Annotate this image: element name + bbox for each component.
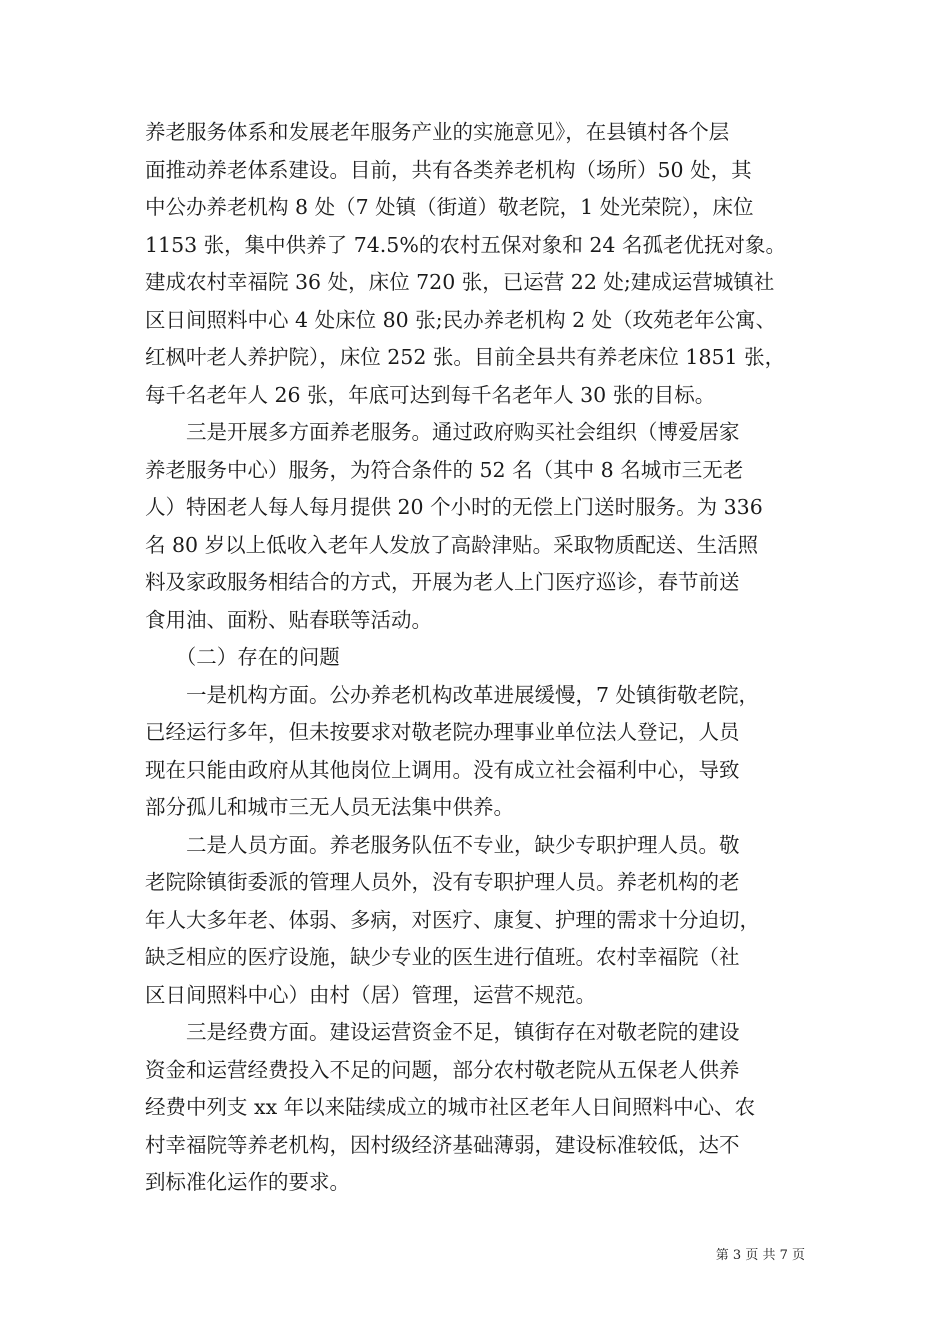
text-line: 料及家政服务相结合的方式，开展为老人上门医疗巡诊，春节前送 [145, 570, 740, 594]
text-line: 部分孤儿和城市三无人员无法集中供养。 [145, 795, 514, 819]
text-line: 名 80 岁以上低收入老年人发放了高龄津贴。采取物质配送、生活照 [145, 532, 759, 557]
text-line: 养老服务中心）服务，为符合条件的 52 名（其中 8 名城市三无老 [145, 457, 744, 482]
body-text [145, 114, 810, 1202]
text-line: 红枫叶老人养护院），床位 252 张。目前全县共有养老床位 1851 张， [145, 345, 786, 369]
text-line: 三是经费方面。建设运营资金不足，镇街存在对敬老院的建设 [145, 1020, 740, 1044]
text-line: 养老服务体系和发展老年服务产业的实施意见》，在县镇村各个层 [145, 120, 730, 144]
text-line: 区日间照料中心 4 处床位 80 张;民办养老机构 2 处（玫苑老年公寓、 [145, 307, 777, 332]
text-line: 一是机构方面。公办养老机构改革进展缓慢，7 处镇街敬老院， [145, 682, 760, 707]
text-line: 面推动养老体系建设。目前，共有各类养老机构（场所）50 处，其 [145, 157, 752, 182]
text-line: 人）特困老人每人每月提供 20 个小时的无偿上门送时服务。为 336 [145, 495, 763, 519]
text-line: 经费中列支 xx 年以来陆续成立的城市社区老年人日间照料中心、农 [145, 1095, 756, 1119]
text-line: 1153 张，集中供养了 74.5%的农村五保对象和 24 名孤老优抚对象。 [145, 232, 786, 257]
text-line: 三是开展多方面养老服务。通过政府购买社会组织（博爱居家 [145, 420, 740, 444]
text-line: 年人大多年老、体弱、多病，对医疗、康复、护理的需求十分迫切， [145, 907, 760, 932]
text-line: 已经运行多年，但未按要求对敬老院办理事业单位法人登记，人员 [145, 720, 740, 744]
section-heading: （二）存在的问题 [145, 645, 340, 669]
text-line: 到标准化运作的要求。 [145, 1170, 350, 1194]
text-line: 建成农村幸福院 36 处，床位 720 张，已运营 22 处;建成运营城镇社 [145, 270, 775, 294]
text-line: 每千名老年人 26 张，年底可达到每千名老年人 30 张的目标。 [145, 382, 716, 407]
text-line: 食用油、面粉、贴春联等活动。 [145, 607, 432, 632]
text-line: 区日间照料中心）由村（居）管理，运营不规范。 [145, 982, 596, 1007]
page-number: 第 3 页 共 7 页 [715, 1248, 805, 1263]
text-line: 缺乏相应的医疗设施，缺少专业的医生进行值班。农村幸福院（社 [145, 945, 740, 969]
text-line: 老院除镇街委派的管理人员外，没有专职护理人员。养老机构的老 [145, 870, 740, 894]
text-line: 资金和运营经费投入不足的问题，部分农村敬老院从五保老人供养 [145, 1057, 740, 1082]
text-line: 二是人员方面。养老服务队伍不专业，缺少专职护理人员。敬 [145, 832, 740, 857]
text-line: 中公办养老机构 8 处（7 处镇（街道）敬老院，1 处光荣院），床位 [145, 195, 754, 219]
text-line: 现在只能由政府从其他岗位上调用。没有成立社会福利中心，导致 [145, 757, 740, 782]
text-line: 村幸福院等养老机构，因村级经济基础薄弱，建设标准较低，达不 [145, 1132, 740, 1157]
